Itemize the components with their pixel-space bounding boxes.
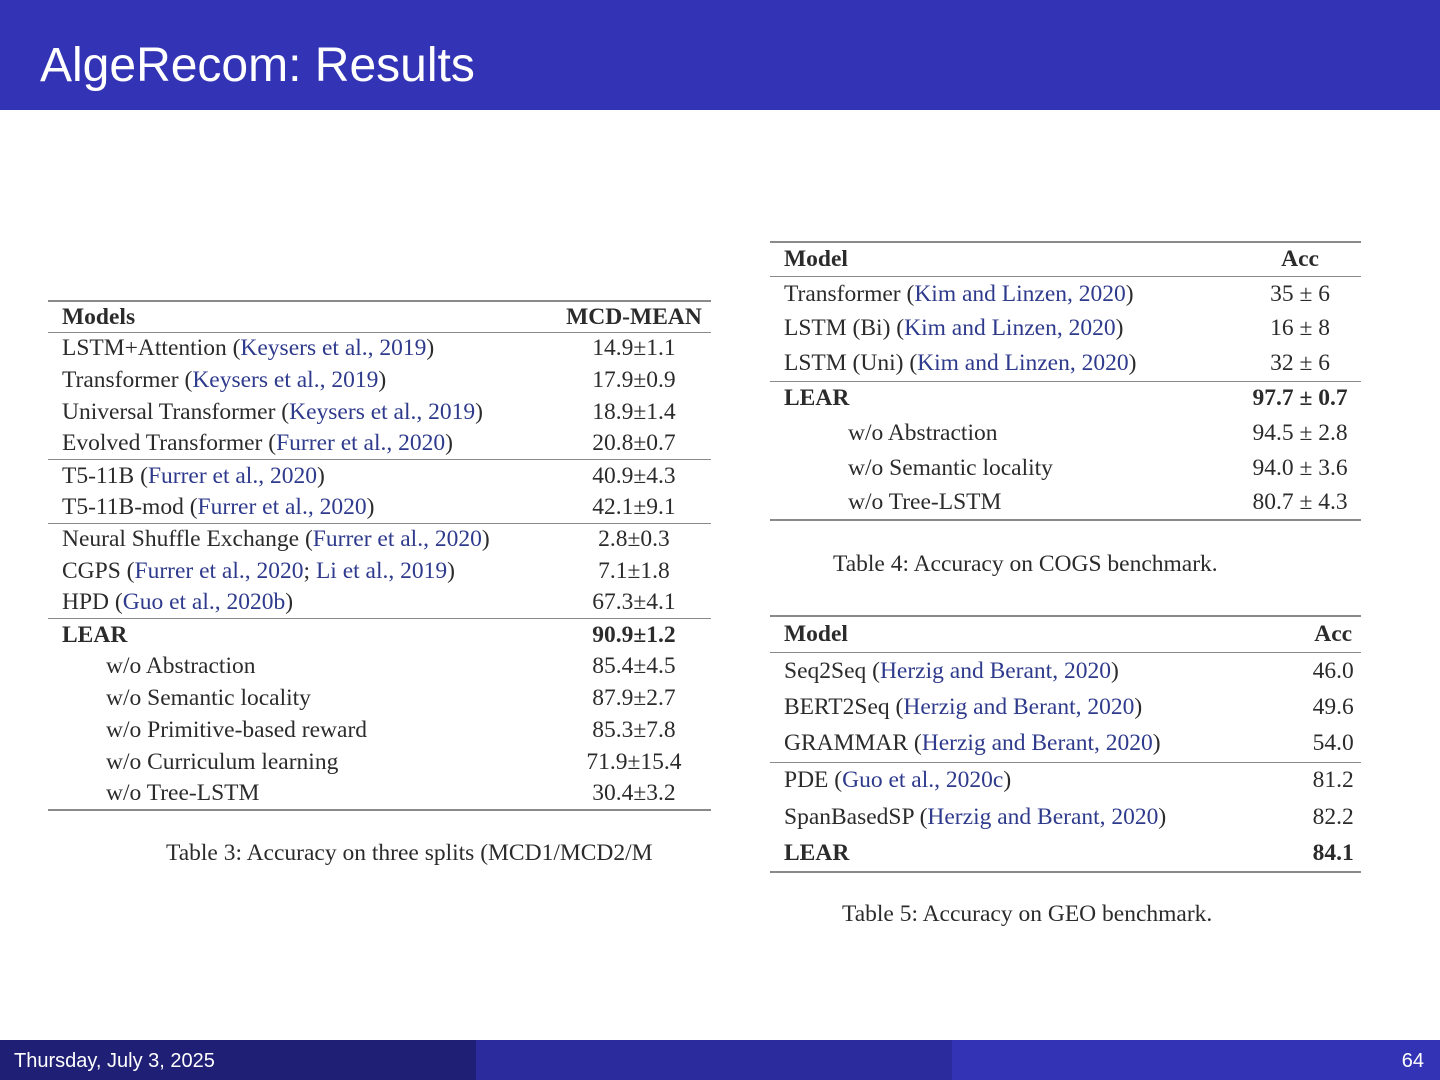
model-name: w/o Tree-LSTM	[770, 486, 1239, 521]
model-name: w/o Semantic locality	[848, 454, 1053, 481]
model-name: Seq2Seq (Herzig and Berant, 2020)	[770, 653, 1305, 690]
score: 67.3±4.1	[592, 589, 676, 616]
model-name: LSTM (Bi) (Kim and Linzen, 2020)	[784, 315, 1124, 342]
score: 46.0	[1305, 653, 1361, 690]
table-row	[48, 587, 711, 619]
citation-link[interactable]: Kim and Linzen, 2020	[917, 350, 1129, 377]
citation-link[interactable]: Keysers et al., 2019	[192, 366, 379, 393]
citation-link[interactable]: Li et al., 2019	[315, 557, 448, 584]
score: 85.3±7.8	[592, 716, 676, 743]
model-name: Evolved Transformer (Furrer et al., 2020)	[62, 430, 453, 457]
model-name: Neural Shuffle Exchange (Furrer et al., 2020)	[48, 524, 556, 556]
score: 49.6	[1312, 693, 1354, 720]
score: 71.9±15.4	[586, 748, 682, 775]
table-row	[48, 746, 711, 778]
citation-link[interactable]: Keysers et al., 2019	[240, 335, 427, 362]
table-row	[770, 653, 1361, 690]
model-name: CGPS (Furrer et al., 2020; Li et al., 2019)	[62, 557, 455, 584]
score: 94.0 ± 3.6	[1252, 454, 1348, 481]
table-5	[770, 615, 1361, 873]
model-name: LEAR	[48, 619, 556, 651]
model-name: Transformer (Kim and Linzen, 2020)	[770, 277, 1239, 312]
score: 20.8±0.7	[592, 430, 676, 457]
score: 2.8±0.3	[556, 524, 711, 556]
table-header-row	[770, 242, 1361, 277]
score: 42.1±9.1	[592, 493, 676, 520]
column-header-model: Model	[770, 616, 1305, 653]
citation-link[interactable]: Furrer et al., 2020	[147, 462, 317, 489]
citation-link[interactable]: Keysers et al., 2019	[289, 398, 476, 425]
score: 94.5 ± 2.8	[1252, 419, 1348, 446]
table-row	[48, 333, 711, 365]
table-4	[770, 241, 1361, 521]
column-header-acc: Acc	[1239, 242, 1361, 277]
score: 30.4±3.2	[556, 778, 711, 810]
table-header-row	[48, 301, 711, 333]
citation-link[interactable]: Furrer et al., 2020	[134, 557, 304, 584]
table4-caption: Table 4: Accuracy on COGS benchmark.	[833, 551, 1218, 577]
model-name: w/o Abstraction	[106, 653, 256, 680]
slide-date: Thursday, July 3, 2025	[14, 1050, 215, 1072]
citation-link[interactable]: Guo et al., 2020b	[122, 589, 286, 616]
model-name: w/o Semantic locality	[106, 684, 311, 711]
model-name: w/o Primitive-based reward	[106, 716, 368, 743]
score: 14.9±1.1	[556, 333, 711, 365]
table-row-lear	[48, 619, 711, 651]
table-row	[770, 451, 1361, 486]
model-name: T5-11B-mod (Furrer et al., 2020)	[62, 493, 375, 520]
table-row	[48, 396, 711, 428]
citation-link[interactable]: Herzig and Berant, 2020	[903, 693, 1135, 720]
score: 97.7 ± 0.7	[1239, 381, 1361, 416]
score: 87.9±2.7	[592, 684, 676, 711]
table-row	[770, 277, 1361, 312]
table-row	[48, 460, 711, 492]
score: 80.7 ± 4.3	[1239, 486, 1361, 521]
model-name: PDE (Guo et al., 2020c)	[770, 762, 1305, 799]
model-name: LSTM (Uni) (Kim and Linzen, 2020)	[784, 350, 1137, 377]
table-row	[48, 778, 711, 810]
table-row	[48, 555, 711, 587]
table-row	[770, 726, 1361, 763]
table-row	[48, 714, 711, 746]
model-name: Universal Transformer (Keysers et al., 2019)	[62, 398, 483, 425]
table-row	[48, 524, 711, 556]
column-header-mcd-mean: MCD-MEAN	[556, 301, 711, 333]
table-row	[48, 365, 711, 397]
page-number: 64	[1401, 1050, 1424, 1072]
citation-link[interactable]: Kim and Linzen, 2020	[914, 280, 1126, 307]
model-name: LEAR	[770, 381, 1239, 416]
model-name: w/o Abstraction	[848, 419, 998, 446]
table-row-lear	[770, 381, 1361, 416]
table-row	[770, 799, 1361, 836]
table-row	[48, 428, 711, 460]
footer-left-band	[0, 1040, 476, 1080]
column-header-acc: Acc	[1305, 616, 1361, 653]
score: 32 ± 6	[1270, 350, 1331, 377]
score: 40.9±4.3	[556, 460, 711, 492]
model-name: GRAMMAR (Herzig and Berant, 2020)	[784, 730, 1161, 757]
score: 81.2	[1305, 762, 1361, 799]
score: 84.1	[1305, 836, 1361, 873]
citation-link[interactable]: Furrer et al., 2020	[312, 526, 482, 553]
table-row	[770, 346, 1361, 381]
score: 90.9±1.2	[556, 619, 711, 651]
model-name: Transformer (Keysers et al., 2019)	[62, 366, 387, 393]
model-name: w/o Tree-LSTM	[48, 778, 556, 810]
score: 35 ± 6	[1239, 277, 1361, 312]
table5-caption: Table 5: Accuracy on GEO benchmark.	[842, 901, 1213, 927]
column-header-model: Model	[770, 242, 1239, 277]
footer-middle-band	[476, 1040, 952, 1080]
table-row	[770, 312, 1361, 347]
model-name: w/o Curriculum learning	[106, 748, 339, 775]
model-name: LEAR	[770, 836, 1305, 873]
table-3	[48, 300, 711, 811]
citation-link[interactable]: Furrer et al., 2020	[197, 493, 367, 520]
table-row	[48, 651, 711, 683]
table-row	[770, 689, 1361, 726]
table-row	[770, 762, 1361, 799]
citation-link[interactable]: Kim and Linzen, 2020	[904, 315, 1116, 342]
table3-caption: Table 3: Accuracy on three splits (MCD1/MCD2/M	[166, 840, 653, 866]
model-name: HPD (Guo et al., 2020b)	[62, 589, 294, 616]
model-name: SpanBasedSP (Herzig and Berant, 2020)	[784, 803, 1167, 830]
model-name: BERT2Seq (Herzig and Berant, 2020)	[784, 693, 1143, 720]
score: 82.2	[1312, 803, 1354, 830]
model-name: LSTM+Attention (Keysers et al., 2019)	[48, 333, 556, 365]
table-row	[48, 683, 711, 715]
column-header-models: Models	[48, 301, 556, 333]
score: 16 ± 8	[1270, 315, 1331, 342]
citation-link[interactable]: Herzig and Berant, 2020	[879, 657, 1111, 684]
slide-footer	[0, 1040, 1440, 1080]
score: 18.9±1.4	[592, 398, 676, 425]
slide-title: AlgeRecom: Results	[40, 39, 475, 92]
model-name: T5-11B (Furrer et al., 2020)	[48, 460, 556, 492]
table-row-lear	[770, 836, 1361, 873]
score: 7.1±1.8	[598, 557, 670, 584]
table-row	[48, 492, 711, 524]
score: 85.4±4.5	[592, 653, 676, 680]
citation-link[interactable]: Furrer et al., 2020	[276, 430, 446, 457]
citation-link[interactable]: Herzig and Berant, 2020	[921, 730, 1153, 757]
table-header-row	[770, 616, 1361, 653]
score: 54.0	[1312, 730, 1354, 757]
table3-region	[0, 0, 711, 1040]
score: 17.9±0.9	[592, 366, 676, 393]
table-row	[770, 416, 1361, 451]
citation-link[interactable]: Herzig and Berant, 2020	[927, 803, 1159, 830]
citation-link[interactable]: Guo et al., 2020c	[842, 767, 1004, 794]
table-row	[770, 486, 1361, 521]
